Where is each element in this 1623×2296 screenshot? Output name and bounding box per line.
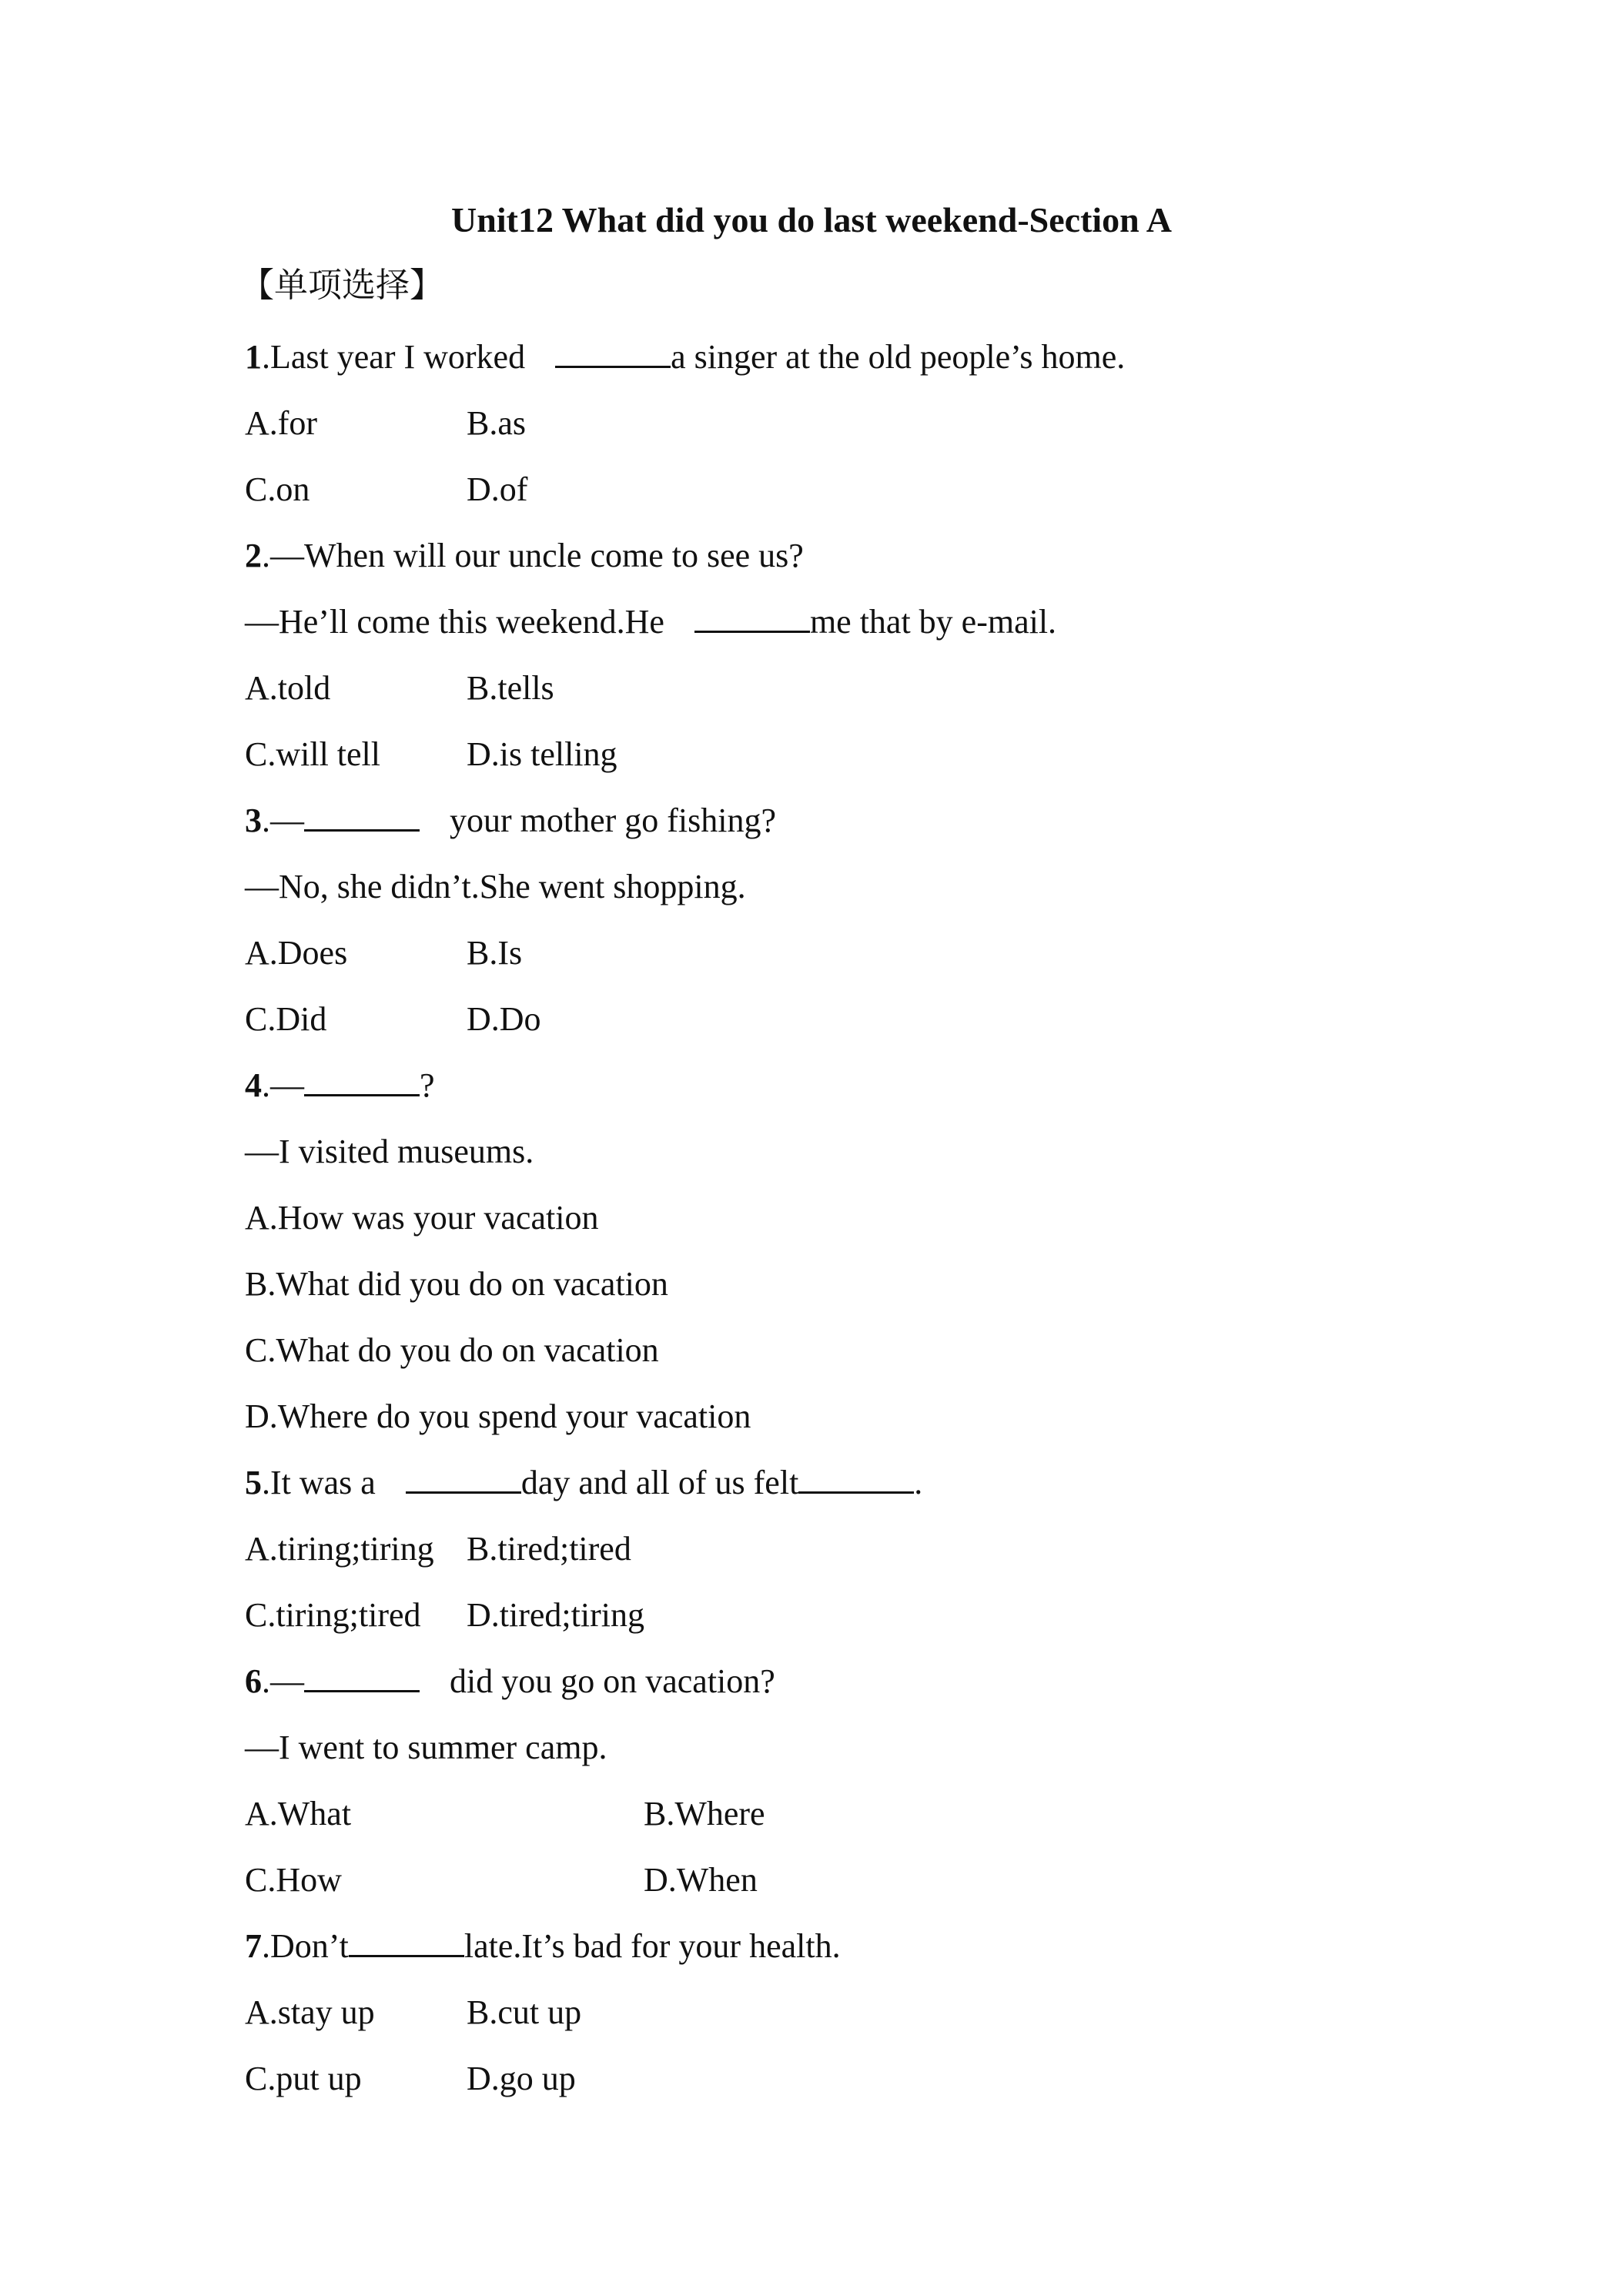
answer-blank	[798, 1461, 914, 1494]
option-b: B.as	[467, 404, 526, 442]
dialog-text: —I went to summer camp.	[245, 1729, 607, 1766]
question-text: day and all of us felt	[520, 1464, 799, 1501]
option-a: A.What	[245, 1795, 352, 1832]
question-text: late.It’s bad for your health.	[463, 1927, 841, 1965]
question-6-options-row	[245, 1788, 1554, 1854]
question-text: .—	[262, 802, 304, 839]
question-7-options-row	[245, 2053, 1554, 2119]
question-number: 7	[245, 1927, 262, 1965]
question-1-options-row	[245, 464, 1554, 530]
page-title: Unit12 What did you do last weekend-Section A	[451, 200, 1172, 239]
question-text: ?	[420, 1066, 435, 1104]
option-b: B.cut up	[467, 1993, 582, 2031]
option-a: A.Does	[245, 934, 348, 972]
dialog-text: —I visited museums.	[245, 1133, 534, 1170]
answer-blank	[304, 1063, 420, 1096]
option-d: D.of	[467, 470, 528, 508]
option-d: D.go up	[467, 2060, 576, 2097]
question-7-options-row	[245, 1986, 1554, 2053]
question-3-options-row	[245, 927, 1554, 993]
question-text: did you go on vacation?	[441, 1662, 775, 1700]
question-2-dialog	[245, 596, 1554, 662]
question-5-stem	[245, 1457, 1554, 1523]
question-text: your mother go fishing?	[441, 802, 777, 839]
option-a: A.How was your vacation	[245, 1199, 599, 1237]
question-6-dialog	[245, 1722, 1554, 1788]
option-d: D.tired;tiring	[467, 1596, 644, 1634]
option-a: A.for	[245, 404, 318, 442]
answer-blank	[349, 1924, 464, 1957]
question-number: 4	[245, 1066, 262, 1104]
answer-blank	[694, 600, 810, 633]
question-text: .Don’t	[262, 1927, 349, 1965]
question-1-options-row	[245, 397, 1554, 464]
question-2-stem	[245, 530, 1554, 596]
option-a: A.told	[245, 669, 331, 707]
question-4-dialog	[245, 1126, 1554, 1192]
option-d: D.Do	[467, 1000, 541, 1038]
question-5-options-row	[245, 1523, 1554, 1589]
question-3-stem	[245, 795, 1554, 861]
question-text: .Last year I worked	[262, 338, 534, 376]
answer-blank	[304, 1659, 420, 1692]
answer-blank	[406, 1461, 521, 1494]
option-a: A.tiring;tiring	[245, 1530, 434, 1568]
option-b: B.Where	[644, 1795, 765, 1832]
option-a: A.stay up	[245, 1993, 375, 2031]
question-number: 1	[245, 338, 262, 376]
question-text: .—When will our uncle come to see us?	[262, 537, 804, 574]
question-number: 2	[245, 537, 262, 574]
answer-blank	[555, 335, 671, 368]
option-b: B.tired;tired	[467, 1530, 631, 1568]
option-c: C.What do you do on vacation	[245, 1331, 659, 1369]
question-number: 5	[245, 1464, 262, 1501]
question-7-stem	[245, 1920, 1554, 1986]
question-number: 3	[245, 802, 262, 839]
question-text: .—	[262, 1662, 304, 1700]
option-c: C.How	[245, 1861, 342, 1899]
answer-blank	[304, 798, 420, 832]
option-d: D.When	[644, 1861, 758, 1899]
dialog-text: —He’ll come this weekend.He	[245, 603, 673, 641]
question-6-options-row	[245, 1854, 1554, 1920]
option-d: D.is telling	[467, 735, 617, 773]
question-2-options-row	[245, 662, 1554, 728]
dialog-text: me that by e-mail.	[809, 603, 1057, 641]
dialog-text: —No, she didn’t.She went shopping.	[245, 868, 746, 905]
question-5-options-row	[245, 1589, 1554, 1655]
question-3-options-row	[245, 993, 1554, 1059]
option-b: B.Is	[467, 934, 523, 972]
question-3-dialog	[245, 861, 1554, 927]
option-c: C.tiring;tired	[245, 1596, 421, 1634]
question-list	[245, 331, 1554, 2119]
section-header: 【单项选择】	[240, 266, 443, 304]
question-2-options-row	[245, 728, 1554, 795]
question-text: .It was a	[262, 1464, 384, 1501]
option-c: C.will tell	[245, 735, 380, 773]
question-number: 6	[245, 1662, 262, 1700]
question-text: .—	[262, 1066, 304, 1104]
option-c: C.put up	[245, 2060, 362, 2097]
question-6-stem	[245, 1655, 1554, 1722]
option-d: D.Where do you spend your vacation	[245, 1397, 751, 1435]
option-b: B.What did you do on vacation	[245, 1265, 668, 1303]
option-c: C.Did	[245, 1000, 327, 1038]
question-text: a singer at the old people’s home.	[671, 338, 1126, 376]
question-text: .	[914, 1464, 923, 1501]
option-b: B.tells	[467, 669, 554, 707]
question-4-stem	[245, 1059, 1554, 1126]
question-1-stem	[245, 331, 1554, 397]
option-c: C.on	[245, 470, 310, 508]
